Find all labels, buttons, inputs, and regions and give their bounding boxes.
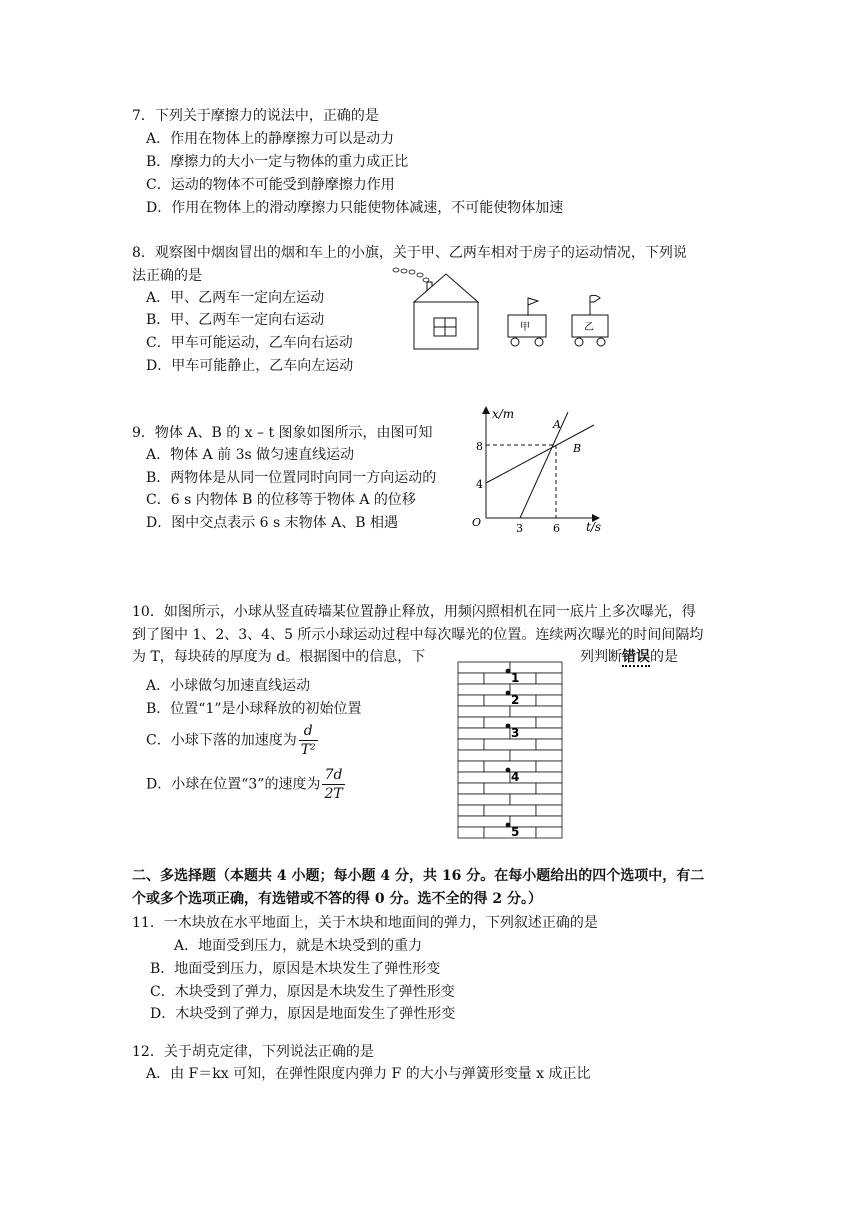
q12-stem: 12．关于胡克定律，下列说法正确的是 xyxy=(132,1044,374,1060)
brick xyxy=(458,772,510,783)
brick xyxy=(536,739,562,750)
q11-option-c: C．木块受到了弹力，原因是木块发生了弹性形变 xyxy=(150,984,455,1000)
graph-label-b: B xyxy=(573,442,582,455)
brick xyxy=(458,805,484,816)
brick xyxy=(458,717,484,728)
brick xyxy=(458,662,510,673)
section2-heading-line2: 个或多个选项正确，有选错或不答的得 0 分。选不全的得 2 分。） xyxy=(132,891,542,907)
brick xyxy=(484,739,536,750)
q10-stem-line3-end xyxy=(580,647,678,667)
q7-option-d: D．作用在物体上的滑动摩擦力只能使物体减速，不可能使物体加速 xyxy=(146,200,564,216)
q10-stem-part-end: 的是 xyxy=(650,649,678,665)
brick xyxy=(536,783,562,794)
q10-stem-line3: 为 T，每块砖的厚度为 d。根据图中的信息，下 xyxy=(132,649,426,665)
q10-stem-line1: 10．如图所示，小球从竖直砖墙某位置静止释放，用频闪照相机在同一底片上多次曝光，得 xyxy=(132,604,696,620)
brick xyxy=(536,717,562,728)
graph-xtick-3: 3 xyxy=(516,522,523,535)
q10-option-c-text: C．小球下落的加速度为 xyxy=(146,732,297,749)
graph-xlabel: t/s xyxy=(586,520,602,534)
ball-position-3 xyxy=(506,724,511,729)
q8-option-d: D．甲车可能静止，乙车向左运动 xyxy=(146,358,354,374)
brick xyxy=(458,706,510,717)
q11-option-d: D．木块受到了弹力，原因是地面发生了弹性形变 xyxy=(150,1006,456,1022)
frac-den: T² xyxy=(300,742,316,758)
q7-option-a: A．作用在物体上的静摩擦力可以是动力 xyxy=(146,131,395,147)
q8-stem-line1: 8．观察图中烟囱冒出的烟和车上的小旗，关于甲、乙两车相对于房子的运动情况，下列说 xyxy=(132,245,687,261)
ball-label-2: 2 xyxy=(511,693,520,707)
graph-ytick-8: 8 xyxy=(476,440,483,453)
q11-option-b: B．地面受到压力，原因是木块发生了弹性形变 xyxy=(150,961,441,977)
graph-ylabel: x/m xyxy=(492,407,515,421)
brick xyxy=(510,706,562,717)
q10-emphasis-wrong: 错误 xyxy=(622,649,650,665)
graph-label-a: A xyxy=(553,418,561,431)
q8-option-a: A．甲、乙两车一定向左运动 xyxy=(146,290,325,306)
car-jia-label: 甲 xyxy=(520,322,530,333)
ball-label-3: 3 xyxy=(511,726,520,740)
q9-option-b: B．两物体是从同一位置同时向同一方向运动的 xyxy=(146,470,437,486)
brick xyxy=(536,827,562,838)
q8-option-c: C．甲车可能运动，乙车向右运动 xyxy=(146,335,353,351)
q10-option-c-fraction xyxy=(299,722,318,759)
brick xyxy=(484,827,536,838)
brick xyxy=(458,827,484,838)
brick xyxy=(458,750,510,761)
brick xyxy=(484,805,536,816)
q11-stem: 11．一木块放在水平地面上，关于木块和地面间的弹力，下列叙述正确的是 xyxy=(132,915,598,931)
q12-option-a: A．由 F＝kx 可知，在弹性限度内弹力 F 的大小与弹簧形变量 x 成正比 xyxy=(146,1066,591,1082)
ball-label-5: 5 xyxy=(511,825,520,839)
car-yi-label: 乙 xyxy=(584,322,594,333)
brick xyxy=(536,805,562,816)
brick xyxy=(458,761,484,772)
frac-num: 7d xyxy=(322,766,344,785)
q9-xt-graph xyxy=(466,400,616,540)
brick xyxy=(458,728,510,739)
ball-label-4: 4 xyxy=(511,770,520,784)
q10-option-d-fraction xyxy=(322,766,344,803)
frac-num: d xyxy=(299,722,318,741)
ball-position-2 xyxy=(506,691,511,696)
brick xyxy=(458,816,510,827)
ball-position-1 xyxy=(506,669,511,674)
q8-house-cars-figure xyxy=(388,262,628,362)
q7-option-c: C．运动的物体不可能受到静摩擦力作用 xyxy=(146,177,395,193)
ball-label-1: 1 xyxy=(511,671,520,685)
q9-option-c: C．6 s 内物体 B 的位移等于物体 A 的位移 xyxy=(146,492,416,508)
q8-option-b: B．甲、乙两车一定向右运动 xyxy=(146,312,325,328)
graph-ytick-4: 4 xyxy=(476,478,483,491)
q10-option-a: A．小球做匀加速直线运动 xyxy=(146,678,311,694)
q8-stem-line2: 法正确的是 xyxy=(132,268,202,284)
brick xyxy=(536,695,562,706)
q9-stem: 9．物体 A、B 的 x – t 图象如图所示，由图可知 xyxy=(132,425,433,441)
graph-xtick-6: 6 xyxy=(553,522,560,535)
brick xyxy=(510,794,562,805)
q10-option-d xyxy=(146,766,345,803)
q10-option-c xyxy=(146,722,318,759)
ball-position-4 xyxy=(506,768,511,773)
q9-option-a: A．物体 A 前 3s 做匀速直线运动 xyxy=(146,447,355,463)
q11-option-a: A．地面受到压力，就是木块受到的重力 xyxy=(174,938,423,954)
frac-den: 2T xyxy=(324,786,343,802)
brick xyxy=(484,695,536,706)
brick xyxy=(458,794,510,805)
ball-position-5 xyxy=(506,823,511,828)
q9-option-d: D．图中交点表示 6 s 末物体 A、B 相遇 xyxy=(146,515,398,531)
q7-option-b: B．摩擦力的大小一定与物体的重力成正比 xyxy=(146,154,409,170)
brick xyxy=(458,739,484,750)
q10-brick-wall-figure xyxy=(456,660,566,842)
brick xyxy=(458,684,510,695)
section2-heading-line1: 二、多选择题（本题共 4 小题；每小题 4 分，共 16 分。在每小题给出的四个选项中，有二 xyxy=(132,868,705,884)
brick xyxy=(458,783,484,794)
brick xyxy=(458,695,484,706)
q10-option-b: B．位置“1”是小球释放的初始位置 xyxy=(146,701,362,717)
brick xyxy=(484,783,536,794)
brick xyxy=(536,673,562,684)
brick xyxy=(484,673,536,684)
brick xyxy=(510,750,562,761)
q10-stem-line2: 到了图中 1、2、3、4、5 所示小球运动过程中每次曝光的位置。连续两次曝光的时间间隔均 xyxy=(132,627,704,643)
brick xyxy=(458,673,484,684)
brick xyxy=(536,761,562,772)
q7-stem: 7．下列关于摩擦力的说法中，正确的是 xyxy=(132,108,379,124)
q10-stem-part: 列判断 xyxy=(580,649,622,665)
q10-option-d-text: D．小球在位置“3”的速度为 xyxy=(146,776,321,793)
graph-origin: O xyxy=(472,516,482,529)
